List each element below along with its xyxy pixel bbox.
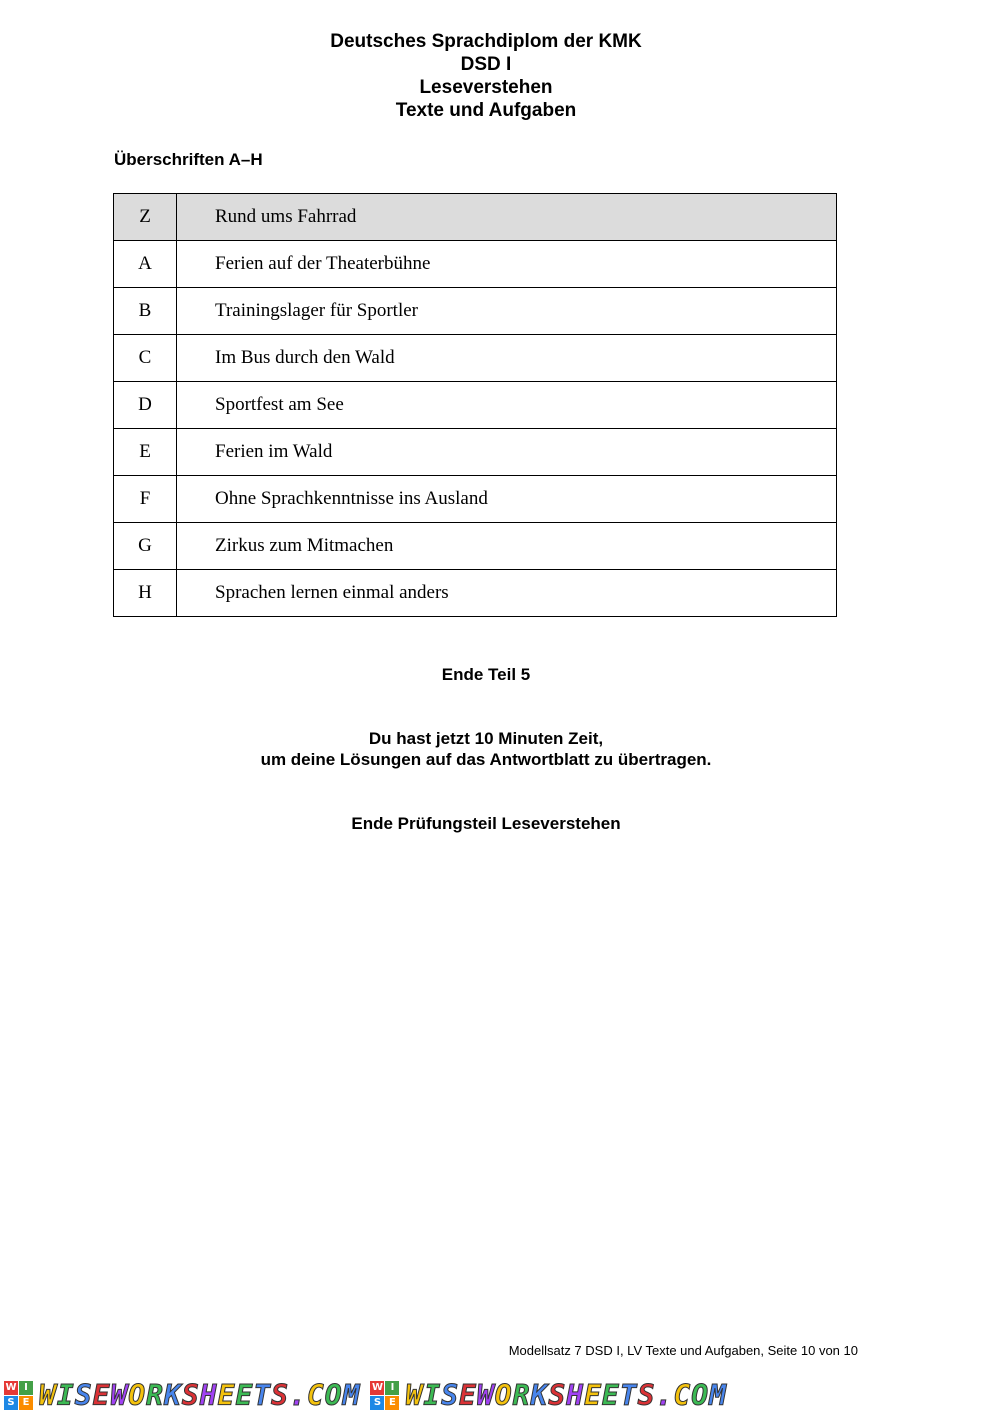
headline-letter: D — [114, 382, 177, 429]
time-note — [0, 728, 972, 770]
brand-logo-tile: I — [19, 1381, 33, 1395]
headline-letter: A — [114, 241, 177, 288]
brand-text: WISEWORKSHEETS.COM — [39, 1378, 361, 1412]
headline-letter: B — [114, 288, 177, 335]
brand-logo-icon — [4, 1381, 33, 1410]
headline-letter: Z — [114, 194, 177, 241]
headline-text: Im Bus durch den Wald — [177, 335, 837, 382]
header-title: Deutsches Sprachdiplom der KMK — [330, 31, 642, 52]
page-footer: Modellsatz 7 DSD I, LV Texte und Aufgaben, Seite 10 von 10 — [508, 1343, 858, 1358]
brand-logo-tile: E — [385, 1396, 399, 1410]
header-subtitle: Texte und Aufgaben — [395, 100, 577, 121]
brand-unit — [0, 1379, 360, 1412]
example-row — [114, 194, 837, 241]
brand-unit — [366, 1379, 726, 1412]
headlines-table — [113, 193, 837, 617]
headline-letter: H — [114, 570, 177, 617]
time-note-line1: Du hast jetzt 10 Minuten Zeit, — [368, 729, 604, 748]
brand-logo-icon — [370, 1381, 399, 1410]
headline-text: Ohne Sprachkenntnisse ins Ausland — [177, 476, 837, 523]
table-row — [114, 241, 837, 288]
end-part-label: Ende Teil 5 — [441, 665, 531, 684]
brand-logo-tile: E — [19, 1396, 33, 1410]
brand-logo-tile: S — [370, 1396, 384, 1410]
table-row — [114, 382, 837, 429]
header-level: DSD I — [460, 54, 512, 75]
headline-text: Trainingslager für Sportler — [177, 288, 837, 335]
end-exam-label: Ende Prüfungsteil Leseverstehen — [351, 814, 621, 833]
table-row — [114, 523, 837, 570]
headline-text: Zirkus zum Mitmachen — [177, 523, 837, 570]
table-row — [114, 288, 837, 335]
header-section: Leseverstehen — [419, 77, 553, 98]
brand-logo-tile: I — [385, 1381, 399, 1395]
table-row — [114, 476, 837, 523]
brand-logo-tile: S — [4, 1396, 18, 1410]
headline-text: Sportfest am See — [177, 382, 837, 429]
headline-letter: C — [114, 335, 177, 382]
headline-text: Ferien im Wald — [177, 429, 837, 476]
headline-letter: E — [114, 429, 177, 476]
brand-logo-tile: W — [371, 1382, 383, 1393]
table-row — [114, 335, 837, 382]
section-title: Überschriften A–H — [114, 150, 263, 169]
brand-text: WISEWORKSHEETS.COM — [405, 1378, 727, 1412]
table-row — [114, 429, 837, 476]
headline-letter: G — [114, 523, 177, 570]
headline-text: Sprachen lernen einmal anders — [177, 570, 837, 617]
time-note-line2: um deine Lösungen auf das Antwortblatt zu übertragen. — [260, 750, 712, 769]
headline-text: Ferien auf der Theaterbühne — [177, 241, 837, 288]
table-row — [114, 570, 837, 617]
document-header — [0, 30, 972, 122]
brand-logo-tile: W — [5, 1382, 17, 1393]
headline-letter: F — [114, 476, 177, 523]
brand-watermark-bar — [0, 1377, 1000, 1413]
headline-text: Rund ums Fahrrad — [177, 194, 837, 241]
